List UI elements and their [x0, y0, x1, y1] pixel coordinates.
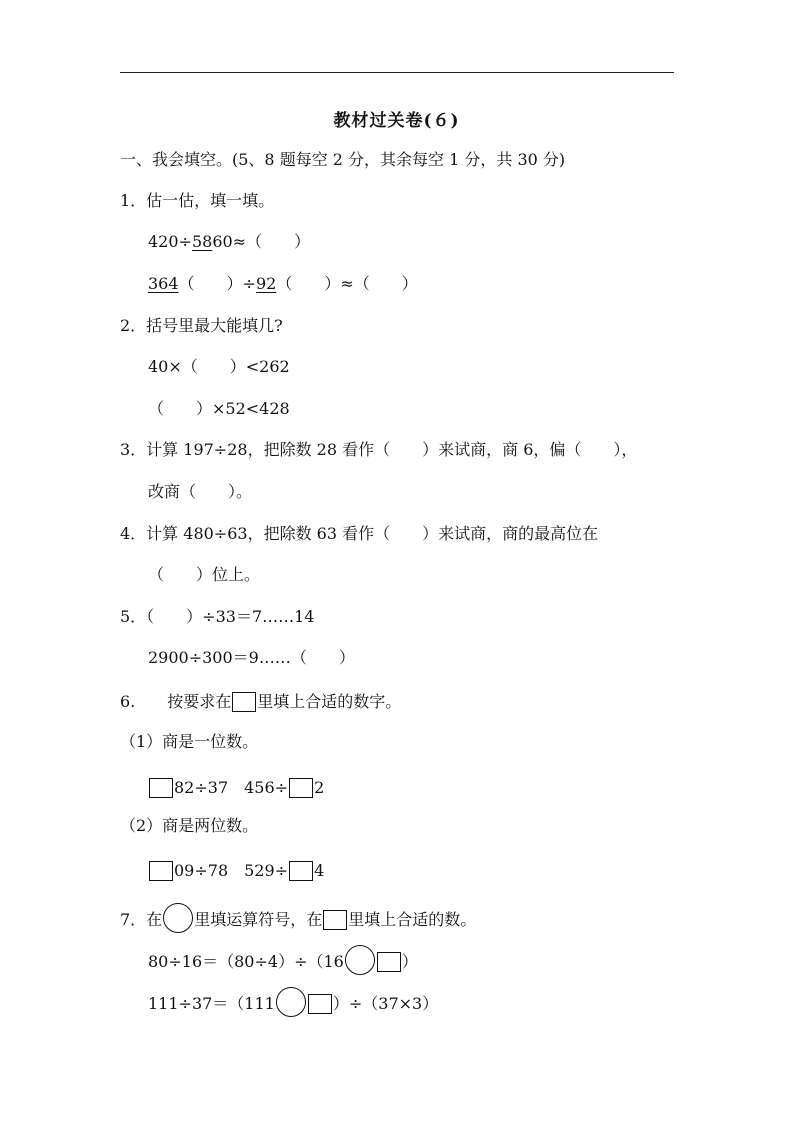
question-6-sub-2: （2）商是两位数。 — [120, 816, 259, 835]
section-heading: 一、我会填空。(5、8 题每空 2 分，其余每空 1 分，共 30 分) — [120, 150, 566, 169]
q6-sub2-b: 4 — [314, 861, 325, 880]
q6-head-b: 里填上合适的数字。 — [257, 692, 402, 711]
answer-circle[interactable] — [276, 987, 306, 1017]
q7-l2-a: 111÷37＝（111 — [148, 994, 275, 1013]
page-title: 教材过关卷(６) — [333, 111, 460, 131]
q7-head-c: 里填上合适的数。 — [348, 910, 477, 929]
q6-sub2-a: 09÷78 529÷ — [174, 861, 289, 880]
answer-box[interactable] — [289, 778, 313, 798]
answer-box[interactable] — [289, 861, 313, 881]
question-2-line-1: 40×（ ）<262 — [148, 357, 290, 376]
question-1-heading: 1．估一估，填一填。 — [120, 191, 275, 210]
q6-sub1-b: 2 — [314, 778, 325, 797]
answer-circle[interactable] — [163, 903, 193, 933]
q6-sub1-a: 82÷37 456÷ — [174, 778, 289, 797]
question-7-heading — [120, 903, 476, 933]
question-1-line-2 — [148, 274, 418, 294]
question-4-line-1: 4．计算 480÷63，把除数 63 看作（ ）来试商，商的最高位在 — [120, 524, 599, 543]
answer-box[interactable] — [323, 910, 347, 930]
q7-l1-b: ） — [401, 952, 418, 971]
answer-box[interactable] — [232, 692, 256, 712]
q1-l1-text-a: 420÷ — [148, 232, 192, 251]
question-3-line-2: 改商（ ）。 — [148, 482, 253, 501]
question-6-sub-1: （1）商是一位数。 — [120, 732, 259, 751]
q6-head-a: 6. 按要求在 — [120, 692, 232, 711]
question-1-line-1 — [148, 232, 310, 252]
answer-box[interactable] — [149, 861, 173, 881]
question-5-line-2: 2900÷300＝9……（ ） — [148, 648, 355, 667]
answer-circle[interactable] — [345, 945, 375, 975]
answer-box[interactable] — [308, 994, 332, 1014]
question-5-line-1: 5．（ ）÷33＝7……14 — [120, 607, 315, 626]
q1-l2-underlined-2: 92 — [255, 274, 277, 293]
q1-l2-text-b: （ ）≈（ ） — [276, 274, 418, 293]
q1-l2-underlined-1: 364 — [148, 274, 179, 293]
question-6-sub-1-items — [148, 778, 324, 798]
q7-l2-b: ）÷（37×3） — [332, 994, 439, 1013]
q7-l1-a: 80÷16＝（80÷4）÷（16 — [148, 952, 344, 971]
q7-head-a: 7．在 — [120, 910, 163, 929]
question-7-line-2 — [148, 987, 438, 1017]
q1-l2-text-a: （ ）÷ — [178, 274, 256, 293]
q7-head-b: 里填运算符号，在 — [194, 910, 323, 929]
q1-l1-underlined: 58 — [191, 232, 213, 251]
question-7-line-1 — [148, 945, 418, 975]
answer-box[interactable] — [377, 952, 401, 972]
question-6-heading — [120, 692, 401, 712]
header-rule — [120, 72, 674, 73]
question-2-line-2: （ ）×52<428 — [148, 399, 290, 418]
q1-l1-text-b: 60≈（ ） — [212, 232, 311, 251]
question-3-line-1: 3．计算 197÷28，把除数 28 看作（ ）来试商，商 6，偏（ ）， — [120, 440, 638, 459]
question-4-line-2: （ ）位上。 — [148, 565, 261, 584]
question-6-sub-2-items — [148, 861, 324, 881]
answer-box[interactable] — [149, 778, 173, 798]
question-2-heading: 2．括号里最大能填几? — [120, 316, 283, 335]
